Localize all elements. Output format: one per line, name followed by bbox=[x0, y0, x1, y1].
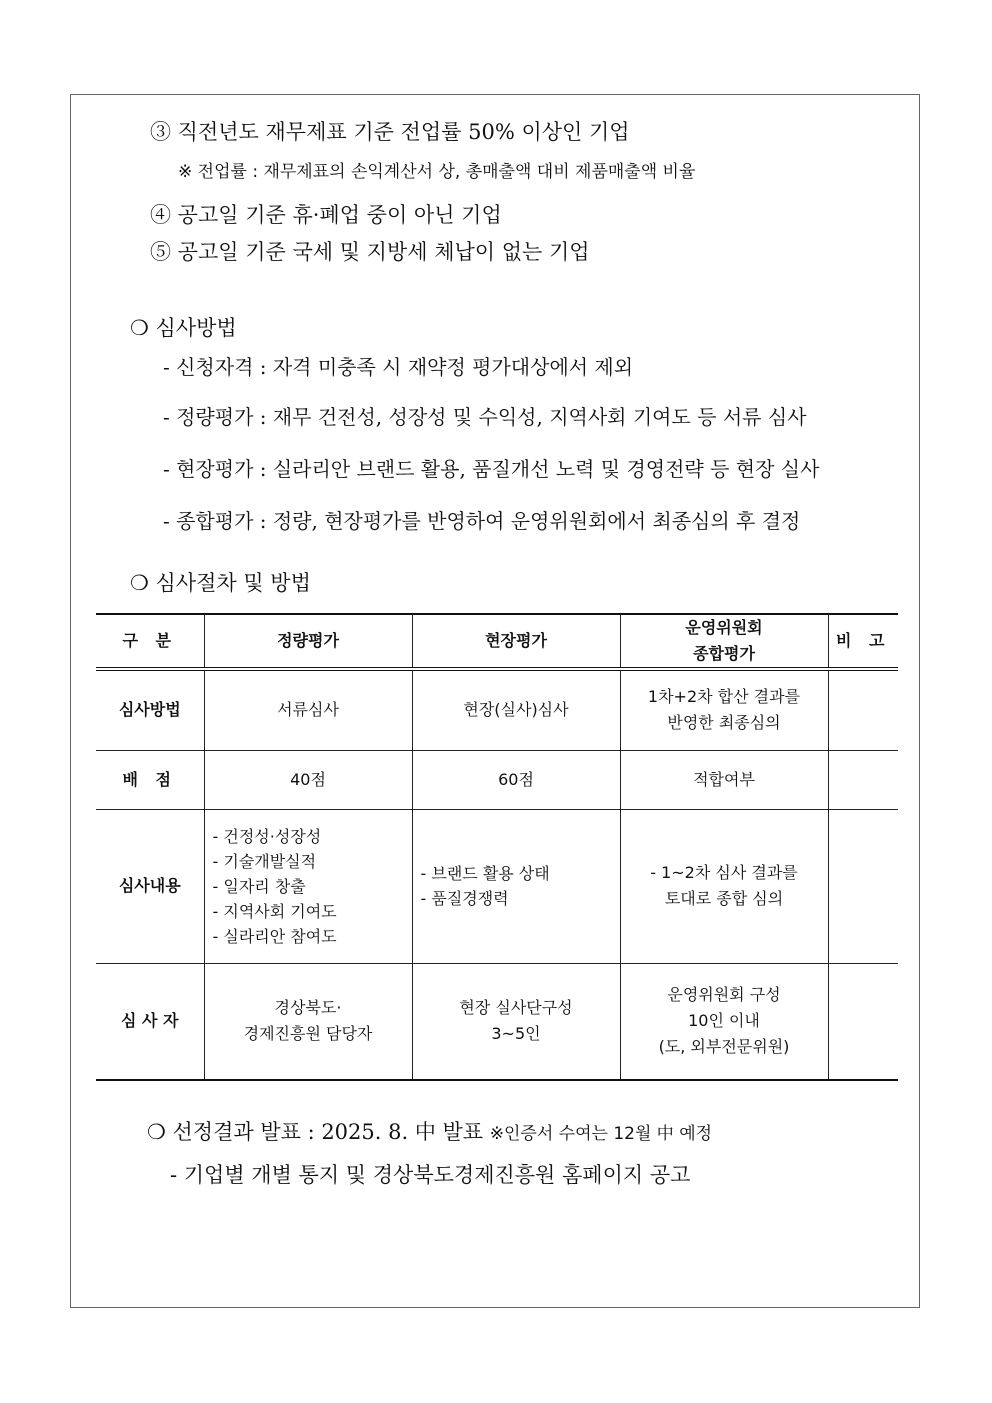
cell-reviewer-committee bbox=[620, 963, 828, 1080]
header-category: 구 분 bbox=[96, 614, 204, 669]
cell-method-onsite: 현장(실사)심사 bbox=[412, 669, 620, 750]
cell-reviewer-quantitative bbox=[204, 963, 412, 1080]
cell-method-remarks bbox=[828, 669, 898, 750]
review-method-heading: ❍ 심사방법 bbox=[130, 316, 237, 340]
cell-reviewer-onsite-line2: 3~5인 bbox=[491, 1024, 541, 1044]
header-committee bbox=[620, 614, 828, 669]
header-quantitative: 정량평가 bbox=[204, 614, 412, 669]
cell-content-committee bbox=[620, 809, 828, 963]
row-label-content: 심사내용 bbox=[96, 809, 204, 963]
criteria-3-note: ※ 전업률 : 재무제표의 손익계산서 상, 총매출액 대비 제품매출액 비율 bbox=[178, 162, 696, 182]
review-item-quantitative: - 정량평가 : 재무 건전성, 성장성 및 수익성, 지역사회 기여도 등 서류 심사 bbox=[163, 405, 807, 429]
list-item: - 품질경쟁력 bbox=[420, 889, 509, 908]
announcement-detail: - 기업별 개별 통지 및 경상북도경제진흥원 홈페이지 공고 bbox=[170, 1163, 691, 1187]
review-item-overall: - 종합평가 : 정량, 현장평가를 반영하여 운영위원회에서 최종심의 후 결정 bbox=[163, 509, 801, 533]
criteria-4: ④ 공고일 기준 휴·폐업 중이 아닌 기업 bbox=[150, 203, 502, 227]
table-row bbox=[96, 669, 898, 750]
list-item: - 지역사회 기여도 bbox=[212, 901, 337, 921]
list-item: - 브랜드 활용 상태 bbox=[420, 864, 550, 883]
cell-reviewer-committee-line1: 운영위원회 구성 bbox=[667, 985, 781, 1005]
cell-content-committee-line1: - 1~2차 심사 결과를 bbox=[650, 863, 798, 882]
cell-reviewer-onsite-line1: 현장 실사단구성 bbox=[459, 998, 573, 1018]
cell-method-committee-line1: 1차+2차 합산 결과를 bbox=[647, 687, 801, 707]
cell-score-onsite: 60점 bbox=[412, 750, 620, 809]
cell-score-quantitative: 40점 bbox=[204, 750, 412, 809]
header-committee-line2: 종합평가 bbox=[693, 644, 755, 663]
cell-method-committee bbox=[620, 669, 828, 750]
cell-score-remarks bbox=[828, 750, 898, 809]
list-item: - 일자리 창출 bbox=[212, 876, 306, 896]
cell-method-quantitative: 서류심사 bbox=[204, 669, 412, 750]
cell-reviewer-committee-line3: (도, 외부전문위원) bbox=[658, 1037, 790, 1057]
announcement-main: ❍ 선정결과 발표 : 2025. 8. 中 발표 bbox=[147, 1120, 484, 1144]
criteria-5: ⑤ 공고일 기준 국세 및 지방세 체납이 없는 기업 bbox=[150, 240, 590, 264]
procedure-table bbox=[96, 613, 898, 1081]
header-committee-line1: 운영위원회 bbox=[685, 618, 763, 637]
cell-content-remarks bbox=[828, 809, 898, 963]
header-remarks: 비 고 bbox=[828, 614, 898, 669]
row-label-reviewer: 심 사 자 bbox=[96, 963, 204, 1080]
cell-reviewer-quantitative-line2: 경제진흥원 담당자 bbox=[243, 1024, 373, 1044]
table-row bbox=[96, 963, 898, 1080]
row-label-method: 심사방법 bbox=[96, 669, 204, 750]
cell-content-onsite bbox=[412, 809, 620, 963]
cell-method-committee-line2: 반영한 최종심의 bbox=[667, 713, 781, 733]
header-onsite: 현장평가 bbox=[412, 614, 620, 669]
procedure-heading: ❍ 심사절차 및 방법 bbox=[130, 571, 311, 595]
cell-content-committee-line2: 토대로 종합 심의 bbox=[664, 889, 784, 908]
table-row bbox=[96, 809, 898, 963]
cell-reviewer-onsite bbox=[412, 963, 620, 1080]
row-label-score: 배 점 bbox=[96, 750, 204, 809]
announcement bbox=[147, 1116, 712, 1146]
review-item-onsite: - 현장평가 : 실라리안 브랜드 활용, 품질개선 노력 및 경영전략 등 현장 실사 bbox=[163, 457, 820, 481]
cell-reviewer-committee-line2: 10인 이내 bbox=[688, 1011, 760, 1031]
criteria-3: ③ 직전년도 재무제표 기준 전업률 50% 이상인 기업 bbox=[150, 120, 630, 144]
review-item-eligibility: - 신청자격 : 자격 미충족 시 재약정 평가대상에서 제외 bbox=[163, 355, 634, 379]
list-item: - 건정성·성장성 bbox=[212, 826, 322, 846]
table-row bbox=[96, 750, 898, 809]
table-header-row bbox=[96, 614, 898, 669]
announcement-note: ※인증서 수여는 12월 中 예정 bbox=[489, 1124, 713, 1144]
cell-score-committee: 적합여부 bbox=[620, 750, 828, 809]
list-item: - 기술개발실적 bbox=[212, 851, 317, 871]
list-item: - 실라리안 참여도 bbox=[212, 926, 337, 946]
cell-content-quantitative bbox=[204, 809, 412, 963]
cell-reviewer-remarks bbox=[828, 963, 898, 1080]
cell-reviewer-quantitative-line1: 경상북도· bbox=[274, 998, 342, 1018]
